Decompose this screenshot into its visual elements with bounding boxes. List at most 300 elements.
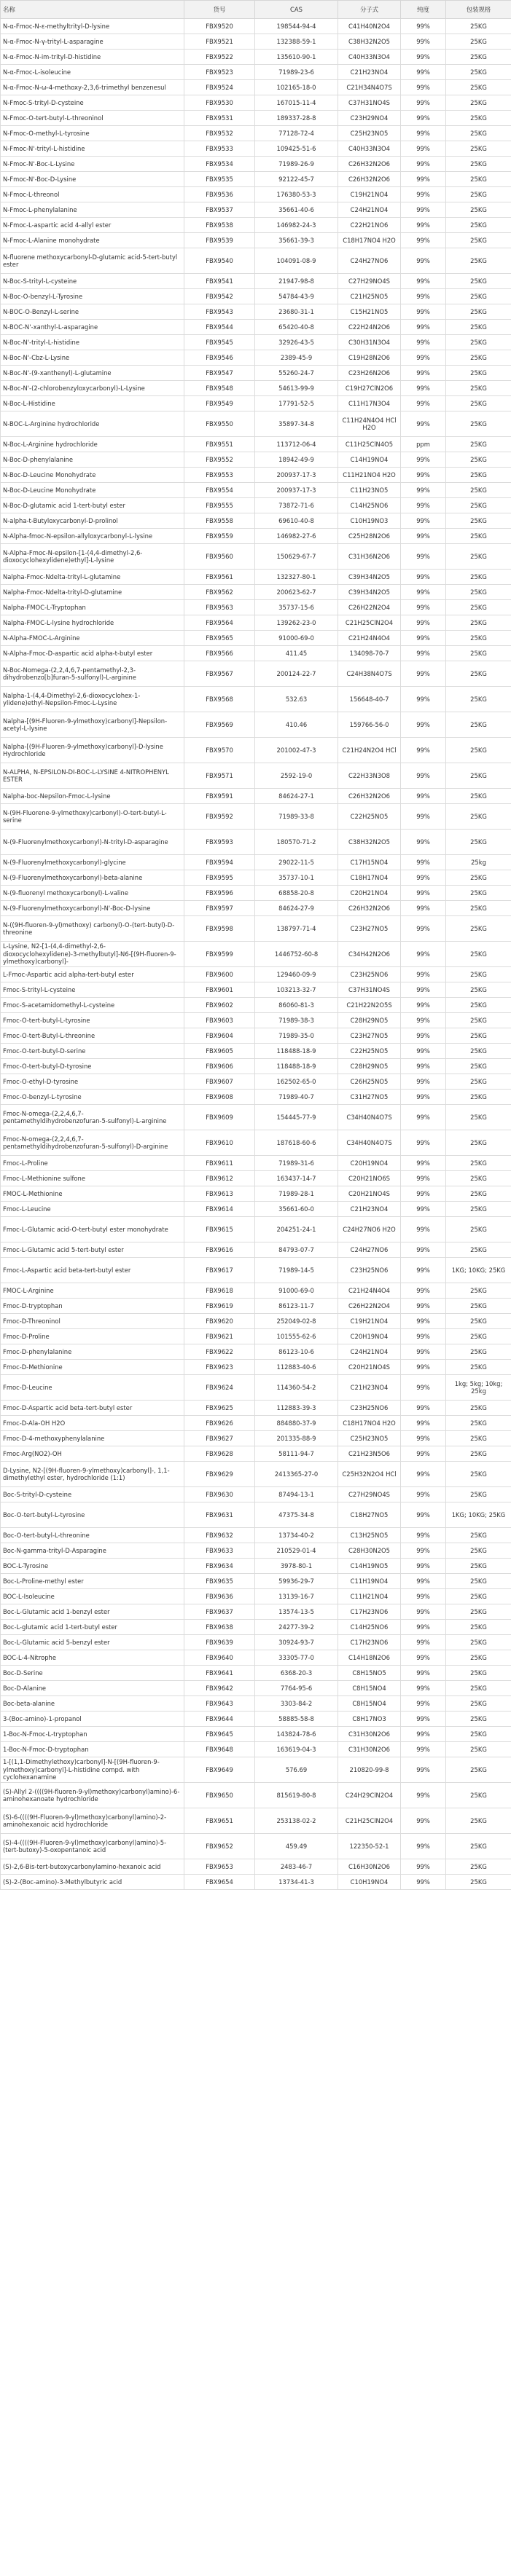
item-number-cell: FBX9565 xyxy=(184,631,255,646)
cas-cell: 55260-24-7 xyxy=(255,366,338,381)
package-cell: 25KG xyxy=(446,1875,511,1890)
cas-cell: 163619-04-3 xyxy=(255,1742,338,1757)
cas-cell: 200623-62-7 xyxy=(255,585,338,600)
package-cell: 25KG xyxy=(446,870,511,886)
purity-cell: 99% xyxy=(401,855,446,870)
formula-cell: C21H25NO5 xyxy=(338,289,401,304)
purity-cell: 99% xyxy=(401,661,446,687)
purity-cell: 99% xyxy=(401,1808,446,1834)
cas-cell: 84624-27-1 xyxy=(255,789,338,804)
cas-cell: 411.45 xyxy=(255,646,338,661)
formula-cell: C21H23NO4 xyxy=(338,1375,401,1401)
purity-cell: 99% xyxy=(401,1360,446,1375)
package-cell: 25KG xyxy=(446,468,511,483)
purity-cell: 99% xyxy=(401,34,446,50)
formula-cell: C24H38N4O7S xyxy=(338,661,401,687)
product-name-cell: Fmoc-D-Threoninol xyxy=(1,1314,184,1329)
purity-cell: 99% xyxy=(401,1375,446,1401)
table-row xyxy=(1,982,511,998)
formula-cell: C26H22N2O4 xyxy=(338,600,401,615)
table-row xyxy=(1,1620,511,1635)
cas-cell: 201002-47-3 xyxy=(255,738,338,763)
purity-cell: 99% xyxy=(401,1834,446,1859)
product-name-cell: Fmoc-L-Proline xyxy=(1,1156,184,1171)
package-cell: 25KG xyxy=(446,1013,511,1028)
table-row xyxy=(1,1712,511,1727)
package-cell: 25KG xyxy=(446,942,511,967)
formula-cell: C25H23NO5 xyxy=(338,1431,401,1446)
item-number-cell: FBX9645 xyxy=(184,1727,255,1742)
purity-cell: 99% xyxy=(401,1462,446,1487)
header-formula: 分子式 xyxy=(338,1,401,19)
table-row xyxy=(1,233,511,248)
formula-cell: C13H25NO5 xyxy=(338,1528,401,1543)
item-number-cell: FBX9631 xyxy=(184,1502,255,1528)
item-number-cell: FBX9532 xyxy=(184,126,255,141)
purity-cell: 99% xyxy=(401,916,446,942)
formula-cell: C23H26N2O6 xyxy=(338,366,401,381)
package-cell: 25KG xyxy=(446,19,511,34)
product-name-cell: Fmoc-D-tryptophan xyxy=(1,1299,184,1314)
table-row xyxy=(1,661,511,687)
cas-cell: 576.69 xyxy=(255,1757,338,1783)
product-name-cell: BOC-L-Isoleucine xyxy=(1,1589,184,1604)
package-cell: 25KG xyxy=(446,1242,511,1258)
cas-cell: 146982-24-3 xyxy=(255,218,338,233)
item-number-cell: FBX9535 xyxy=(184,172,255,187)
purity-cell: 99% xyxy=(401,187,446,202)
item-number-cell: FBX9642 xyxy=(184,1681,255,1696)
table-row xyxy=(1,95,511,111)
item-number-cell: FBX9596 xyxy=(184,886,255,901)
table-row xyxy=(1,335,511,350)
table-row xyxy=(1,544,511,570)
table-row xyxy=(1,646,511,661)
package-cell: 25KG xyxy=(446,1650,511,1666)
item-number-cell: FBX9598 xyxy=(184,916,255,942)
item-number-cell: FBX9531 xyxy=(184,111,255,126)
package-cell: 25KG xyxy=(446,304,511,320)
product-name-cell: (S)-6-((((9H-Fluoren-9-yl)methoxy)carbonyl)amino)-2-aminohexanoic acid hydrochloride xyxy=(1,1808,184,1834)
item-number-cell: FBX9618 xyxy=(184,1283,255,1299)
table-row xyxy=(1,1344,511,1360)
purity-cell: 99% xyxy=(401,1258,446,1283)
cas-cell: 532.63 xyxy=(255,687,338,712)
product-name-cell: BOC-L-Tyrosine xyxy=(1,1559,184,1574)
table-row xyxy=(1,1431,511,1446)
table-row xyxy=(1,1635,511,1650)
product-name-cell: N-BOC-L-Arginine hydrochloride xyxy=(1,411,184,437)
product-name-cell: Nalpha-Fmoc-Ndelta-trityl-L-glutamine xyxy=(1,570,184,585)
cas-cell: 2483-46-7 xyxy=(255,1859,338,1875)
table-row xyxy=(1,763,511,789)
package-cell: 25KG xyxy=(446,366,511,381)
purity-cell: 99% xyxy=(401,942,446,967)
purity-cell: 99% xyxy=(401,335,446,350)
package-cell: 25KG xyxy=(446,1666,511,1681)
item-number-cell: FBX9622 xyxy=(184,1344,255,1360)
table-row xyxy=(1,304,511,320)
formula-cell: C21H34N4O7S xyxy=(338,80,401,95)
cas-cell: 71989-23-6 xyxy=(255,65,338,80)
item-number-cell: FBX9623 xyxy=(184,1360,255,1375)
cas-cell: 71989-28-1 xyxy=(255,1186,338,1202)
product-name-cell: Nalpha-FMOC-L-lysine hydrochloride xyxy=(1,615,184,631)
product-name-cell: Fmoc-D-Ala-OH H2O xyxy=(1,1416,184,1431)
purity-cell: 99% xyxy=(401,1487,446,1502)
product-name-cell: Boc-L-Proline-methyl ester xyxy=(1,1574,184,1589)
item-number-cell: FBX9566 xyxy=(184,646,255,661)
table-row xyxy=(1,1299,511,1314)
purity-cell: 99% xyxy=(401,141,446,157)
purity-cell: 99% xyxy=(401,1757,446,1783)
table-row xyxy=(1,381,511,396)
item-number-cell: FBX9571 xyxy=(184,763,255,789)
table-row xyxy=(1,19,511,34)
package-cell: 25KG xyxy=(446,1681,511,1696)
product-name-cell: Fmoc-D-Aspartic acid beta-tert-butyl ester xyxy=(1,1401,184,1416)
formula-cell: C11H17N3O4 xyxy=(338,396,401,411)
purity-cell: 99% xyxy=(401,1059,446,1074)
formula-cell: C20H21NO6S xyxy=(338,1171,401,1186)
table-row xyxy=(1,218,511,233)
cas-cell: 103213-32-7 xyxy=(255,982,338,998)
item-number-cell: FBX9564 xyxy=(184,615,255,631)
package-cell: 25KG xyxy=(446,901,511,916)
cas-cell: 210529-01-4 xyxy=(255,1543,338,1559)
formula-cell: C34H42N2O6 xyxy=(338,942,401,967)
formula-cell: C8H17NO3 xyxy=(338,1712,401,1727)
purity-cell: 99% xyxy=(401,1559,446,1574)
formula-cell: C15H21NO5 xyxy=(338,304,401,320)
table-row xyxy=(1,1360,511,1375)
product-name-cell: N-Boc-D-phenylalanine xyxy=(1,452,184,468)
purity-cell: 99% xyxy=(401,1620,446,1635)
formula-cell: C19H27ClN2O6 xyxy=(338,381,401,396)
package-cell: 25KG xyxy=(446,916,511,942)
table-row xyxy=(1,172,511,187)
item-number-cell: FBX9560 xyxy=(184,544,255,570)
item-number-cell: FBX9543 xyxy=(184,304,255,320)
package-cell: 25KG xyxy=(446,50,511,65)
package-cell: 25KG xyxy=(446,544,511,570)
cas-cell: 86060-81-3 xyxy=(255,998,338,1013)
product-name-cell: Boc-O-tert-butyl-L-tyrosine xyxy=(1,1502,184,1528)
purity-cell: 99% xyxy=(401,600,446,615)
package-cell: 25KG xyxy=(446,483,511,498)
purity-cell: 99% xyxy=(401,498,446,513)
package-cell: 25KG xyxy=(446,1712,511,1727)
item-number-cell: FBX9554 xyxy=(184,483,255,498)
item-number-cell: FBX9620 xyxy=(184,1314,255,1329)
formula-cell: C34H40N4O7S xyxy=(338,1130,401,1156)
item-number-cell: FBX9608 xyxy=(184,1090,255,1105)
table-row xyxy=(1,366,511,381)
cas-cell: 7764-95-6 xyxy=(255,1681,338,1696)
cas-cell: 33305-77-0 xyxy=(255,1650,338,1666)
purity-cell: 99% xyxy=(401,289,446,304)
table-row xyxy=(1,631,511,646)
formula-cell: C26H32N2O6 xyxy=(338,901,401,916)
package-cell: 25KG xyxy=(446,1401,511,1416)
cas-cell: 86123-10-6 xyxy=(255,1344,338,1360)
table-row xyxy=(1,1559,511,1574)
formula-cell: C20H21NO4S xyxy=(338,1186,401,1202)
item-number-cell: FBX9648 xyxy=(184,1742,255,1757)
product-name-cell: N-BOC-N'-xanthyl-L-asparagine xyxy=(1,320,184,335)
purity-cell: 99% xyxy=(401,1105,446,1130)
cas-cell: 13734-41-3 xyxy=(255,1875,338,1890)
purity-cell: 99% xyxy=(401,1156,446,1171)
purity-cell: 99% xyxy=(401,1783,446,1808)
cas-cell: 23680-31-1 xyxy=(255,304,338,320)
item-number-cell: FBX9555 xyxy=(184,498,255,513)
product-name-cell: Fmoc-L-Glutamic acid-O-tert-butyl ester monohydrate xyxy=(1,1217,184,1242)
formula-cell: C18H27NO5 xyxy=(338,1502,401,1528)
table-row xyxy=(1,1013,511,1028)
item-number-cell: FBX9649 xyxy=(184,1757,255,1783)
formula-cell: C11H21NO4 xyxy=(338,1589,401,1604)
table-row xyxy=(1,942,511,967)
formula-cell: C20H19NO4 xyxy=(338,1156,401,1171)
package-cell: 25KG xyxy=(446,661,511,687)
package-cell: 25KG xyxy=(446,498,511,513)
item-number-cell: FBX9602 xyxy=(184,998,255,1013)
formula-cell: 159766-56-0 xyxy=(338,712,401,738)
formula-cell: C26H25NO5 xyxy=(338,1074,401,1090)
product-name-cell: Fmoc-L-Leucine xyxy=(1,1202,184,1217)
product-name-cell: N-Boc-S-trityl-L-cysteine xyxy=(1,274,184,289)
package-cell: 25KG xyxy=(446,1559,511,1574)
item-number-cell: FBX9635 xyxy=(184,1574,255,1589)
table-row xyxy=(1,1757,511,1783)
formula-cell: C10H19NO3 xyxy=(338,513,401,529)
formula-cell: C24H27NO6 xyxy=(338,248,401,274)
package-cell: 25KG xyxy=(446,187,511,202)
product-name-cell: N-Fmoc-N'-Boc-L-Lysine xyxy=(1,157,184,172)
table-row xyxy=(1,1696,511,1712)
item-number-cell: FBX9644 xyxy=(184,1712,255,1727)
purity-cell: 99% xyxy=(401,1696,446,1712)
purity-cell: 99% xyxy=(401,1283,446,1299)
table-row xyxy=(1,34,511,50)
item-number-cell: FBX9594 xyxy=(184,855,255,870)
cas-cell: 815619-80-8 xyxy=(255,1783,338,1808)
cas-cell: 91000-69-0 xyxy=(255,631,338,646)
product-name-cell: Fmoc-O-benzyl-L-tyrosine xyxy=(1,1090,184,1105)
header-package: 包装规格 xyxy=(446,1,511,19)
item-number-cell: FBX9632 xyxy=(184,1528,255,1543)
formula-cell: C8H15NO4 xyxy=(338,1681,401,1696)
formula-cell: C26H32N2O6 xyxy=(338,789,401,804)
formula-cell: C23H25NO6 xyxy=(338,967,401,982)
item-number-cell: FBX9563 xyxy=(184,600,255,615)
cas-cell: 163437-14-7 xyxy=(255,1171,338,1186)
cas-cell: 71989-40-7 xyxy=(255,1090,338,1105)
formula-cell: C28H30N2O5 xyxy=(338,1543,401,1559)
cas-cell: 71989-38-3 xyxy=(255,1013,338,1028)
product-name-cell: Fmoc-L-Methionine sulfone xyxy=(1,1171,184,1186)
package-cell: 25KG xyxy=(446,1431,511,1446)
product-name-cell: Fmoc-O-tert-Butyl-L-threonine xyxy=(1,1028,184,1044)
cas-cell: 68858-20-8 xyxy=(255,886,338,901)
cas-cell: 101555-62-6 xyxy=(255,1329,338,1344)
table-row xyxy=(1,789,511,804)
product-name-cell: FMOC-L-Methionine xyxy=(1,1186,184,1202)
cas-cell: 113712-06-4 xyxy=(255,437,338,452)
product-name-cell: Boc-N-gamma-trityl-D-Asparagine xyxy=(1,1543,184,1559)
purity-cell: 99% xyxy=(401,615,446,631)
formula-cell: C28H29NO5 xyxy=(338,1013,401,1028)
package-cell: 25KG xyxy=(446,1589,511,1604)
product-name-cell: N-Alpha-FMOC-L-Arginine xyxy=(1,631,184,646)
product-name-cell: Fmoc-L-Glutamic acid 5-tert-butyl ester xyxy=(1,1242,184,1258)
purity-cell: 99% xyxy=(401,1574,446,1589)
formula-cell: C22H33N3O8 xyxy=(338,763,401,789)
product-name-cell: N-Fmoc-S-trityl-D-cysteine xyxy=(1,95,184,111)
formula-cell: C11H21NO4 H2O xyxy=(338,468,401,483)
purity-cell: 99% xyxy=(401,1604,446,1620)
product-name-cell: Fmoc-N-omega-(2,2,4,6,7-pentamethyldihydrobenzofuran-5-sulfonyl)-D-arginine xyxy=(1,1130,184,1156)
product-name-cell: L-Fmoc-Aspartic acid alpha-tert-butyl ester xyxy=(1,967,184,982)
purity-cell: 99% xyxy=(401,381,446,396)
table-row xyxy=(1,1156,511,1171)
item-number-cell: FBX9643 xyxy=(184,1696,255,1712)
cas-cell: 154445-77-9 xyxy=(255,1105,338,1130)
product-name-cell: N-α-Fmoc-N-im-trityl-D-histidine xyxy=(1,50,184,65)
purity-cell: 99% xyxy=(401,452,446,468)
formula-cell: C11H25ClN4O5 xyxy=(338,437,401,452)
purity-cell: 99% xyxy=(401,1013,446,1028)
table-row xyxy=(1,1258,511,1283)
formula-cell: C23H27NO5 xyxy=(338,1028,401,1044)
item-number-cell: FBX9651 xyxy=(184,1808,255,1834)
table-row xyxy=(1,50,511,65)
product-name-cell: N-Boc-D-glutamic acid 1-tert-butyl ester xyxy=(1,498,184,513)
cas-cell: 150629-67-7 xyxy=(255,544,338,570)
cas-cell: 35737-15-6 xyxy=(255,600,338,615)
product-name-cell: N-Boc-N'-Cbz-L-Lysine xyxy=(1,350,184,366)
formula-cell: C21H23NO4 xyxy=(338,65,401,80)
table-row xyxy=(1,687,511,712)
product-name-cell: N-Boc-D-Leucine Monohydrate xyxy=(1,483,184,498)
item-number-cell: FBX9625 xyxy=(184,1401,255,1416)
cas-cell: 35661-60-0 xyxy=(255,1202,338,1217)
cas-cell: 146982-27-6 xyxy=(255,529,338,544)
package-cell: 25KG xyxy=(446,1130,511,1156)
product-name-cell: Nalpha-1-(4,4-Dimethyl-2,6-dioxocyclohex-1-ylidene)ethyl-Nepsilon-Fmoc-L-Lysine xyxy=(1,687,184,712)
cas-cell: 71989-31-6 xyxy=(255,1156,338,1171)
item-number-cell: FBX9607 xyxy=(184,1074,255,1090)
product-name-cell: N-Alpha-Fmoc-N-epsilon-[1-(4,4-dimethyl-2,6-dioxocyclohexylidene)ethyl]-L-lysine xyxy=(1,544,184,570)
item-number-cell: FBX9569 xyxy=(184,712,255,738)
purity-cell: 99% xyxy=(401,1431,446,1446)
package-cell: 25KG xyxy=(446,1620,511,1635)
item-number-cell: FBX9614 xyxy=(184,1202,255,1217)
product-name-cell: Boc-S-trityl-D-cysteine xyxy=(1,1487,184,1502)
formula-cell: C20H21NO4S xyxy=(338,1360,401,1375)
purity-cell: 99% xyxy=(401,1875,446,1890)
purity-cell: 99% xyxy=(401,738,446,763)
item-number-cell: FBX9545 xyxy=(184,335,255,350)
product-name-cell: Boc-L-glutamic acid 1-tert-butyl ester xyxy=(1,1620,184,1635)
purity-cell: 99% xyxy=(401,1859,446,1875)
package-cell: 25KG xyxy=(446,411,511,437)
purity-cell: 99% xyxy=(401,304,446,320)
formula-cell: C17H15NO4 xyxy=(338,855,401,870)
product-name-cell: N-(9-Fluorenylmethoxycarbonyl)-N'-Boc-D-lysine xyxy=(1,901,184,916)
product-name-cell: Nalpha-[(9H-Fluoren-9-ylmethoxy)carbonyl]-Nepsilon-acetyl-L-lysine xyxy=(1,712,184,738)
product-name-cell: N-alpha-t-Butyloxycarbonyl-D-prolinol xyxy=(1,513,184,529)
package-cell: 25KG xyxy=(446,65,511,80)
item-number-cell: FBX9606 xyxy=(184,1059,255,1074)
package-cell: 1KG; 10KG; 25KG xyxy=(446,1502,511,1528)
package-cell: 25KG xyxy=(446,157,511,172)
table-row xyxy=(1,126,511,141)
purity-cell: 99% xyxy=(401,1202,446,1217)
cas-cell: 104091-08-9 xyxy=(255,248,338,274)
product-name-cell: N-fluorene methoxycarbonyl-D-glutamic acid-5-tert-butyl ester xyxy=(1,248,184,274)
table-row xyxy=(1,600,511,615)
table-row xyxy=(1,350,511,366)
purity-cell: 99% xyxy=(401,1329,446,1344)
table-row xyxy=(1,1666,511,1681)
package-cell: 25KG xyxy=(446,1808,511,1834)
package-cell: 25KG xyxy=(446,1727,511,1742)
cas-cell: 459.49 xyxy=(255,1834,338,1859)
table-row xyxy=(1,1171,511,1186)
cas-cell: 35661-39-3 xyxy=(255,233,338,248)
table-row xyxy=(1,967,511,982)
purity-cell: 99% xyxy=(401,233,446,248)
cas-cell: 132388-59-1 xyxy=(255,34,338,50)
formula-cell: C40H33N3O4 xyxy=(338,50,401,65)
item-number-cell: FBX9553 xyxy=(184,468,255,483)
table-row xyxy=(1,1329,511,1344)
formula-cell: C19H21NO4 xyxy=(338,187,401,202)
purity-cell: 99% xyxy=(401,157,446,172)
item-number-cell: FBX9652 xyxy=(184,1834,255,1859)
table-row xyxy=(1,65,511,80)
package-cell: 25KG xyxy=(446,1105,511,1130)
product-name-cell: N-Boc-N'-trityl-L-histidine xyxy=(1,335,184,350)
formula-cell: C31H27NO5 xyxy=(338,1090,401,1105)
package-cell: 1kg; 5kg; 10kg; 25kg xyxy=(446,1375,511,1401)
header-name: 名称 xyxy=(1,1,184,19)
package-cell: 25KG xyxy=(446,1574,511,1589)
table-row xyxy=(1,513,511,529)
item-number-cell: FBX9567 xyxy=(184,661,255,687)
package-cell: 25KG xyxy=(446,1604,511,1620)
package-cell: 25KG xyxy=(446,982,511,998)
cas-cell: 200937-17-3 xyxy=(255,483,338,498)
table-row xyxy=(1,1074,511,1090)
item-number-cell: FBX9617 xyxy=(184,1258,255,1283)
product-name-cell: Boc-O-tert-butyl-L-threonine xyxy=(1,1528,184,1543)
table-row xyxy=(1,998,511,1013)
item-number-cell: FBX9570 xyxy=(184,738,255,763)
table-row xyxy=(1,1589,511,1604)
package-cell: 25KG xyxy=(446,248,511,274)
cas-cell: 30924-93-7 xyxy=(255,1635,338,1650)
purity-cell: 99% xyxy=(401,1401,446,1416)
table-row xyxy=(1,1130,511,1156)
cas-cell: 84624-27-9 xyxy=(255,901,338,916)
table-row xyxy=(1,1314,511,1329)
formula-cell: C18H17NO4 H2O xyxy=(338,233,401,248)
package-cell: 1KG; 10KG; 25KG xyxy=(446,1258,511,1283)
formula-cell: C41H40N2O4 xyxy=(338,19,401,34)
